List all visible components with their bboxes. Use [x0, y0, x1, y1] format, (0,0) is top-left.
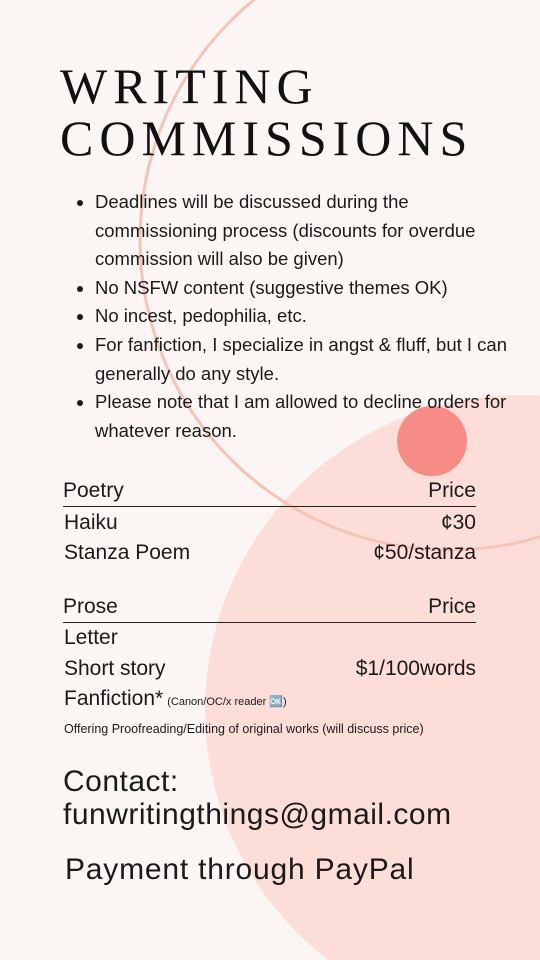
proofreading-note: Offering Proofreading/Editing of original works (will discuss price) [64, 722, 424, 736]
title-line-2: COMMISSIONS [60, 110, 474, 166]
prose-header-label: Prose [63, 595, 118, 618]
item-price: ¢50/stanza [373, 541, 476, 564]
item-name: Letter [64, 626, 118, 649]
poetry-header-label: Poetry [63, 479, 124, 502]
page-title [60, 60, 473, 164]
poetry-row-haiku [64, 509, 476, 537]
poetry-row-stanza [64, 539, 476, 567]
contact-label: Contact: [63, 765, 179, 798]
contact-block [63, 765, 452, 831]
item-price: ¢30 [440, 511, 476, 534]
item-name: Short story [64, 657, 166, 680]
item-price: $1/100words [355, 657, 476, 680]
rules-list [77, 188, 515, 445]
prose-price-header: Price [428, 595, 476, 618]
rule-item: • For fanfiction, I specialize in angst & fluff, but I can generally do any style. [95, 331, 515, 388]
contact-email[interactable]: funwritingthings@gmail.com [63, 798, 452, 831]
item-name: Haiku [64, 511, 118, 534]
poetry-table-header [63, 478, 476, 507]
prose-row-fanfiction [64, 685, 476, 716]
rule-item: • No incest, pedophilia, etc. [95, 302, 515, 331]
payment-info: Payment through PayPal [65, 853, 415, 886]
fanfiction-note: (Canon/OC/x reader 🆗) [167, 696, 287, 708]
rule-item: • No NSFW content (suggestive themes OK) [95, 274, 515, 303]
item-name: Fanfiction* [64, 687, 164, 710]
prose-table-header [63, 594, 476, 623]
prose-row-short-story [64, 655, 476, 683]
item-name: Stanza Poem [64, 541, 191, 564]
prose-row-letter [64, 624, 476, 652]
title-line-1: WRITING [60, 58, 319, 114]
rule-item: • Deadlines will be discussed during the commissioning process (discounts for overdue commission will also be given) [95, 188, 515, 274]
poetry-price-header: Price [428, 479, 476, 502]
rule-item: • Please note that I am allowed to decline orders for whatever reason. [95, 388, 515, 445]
